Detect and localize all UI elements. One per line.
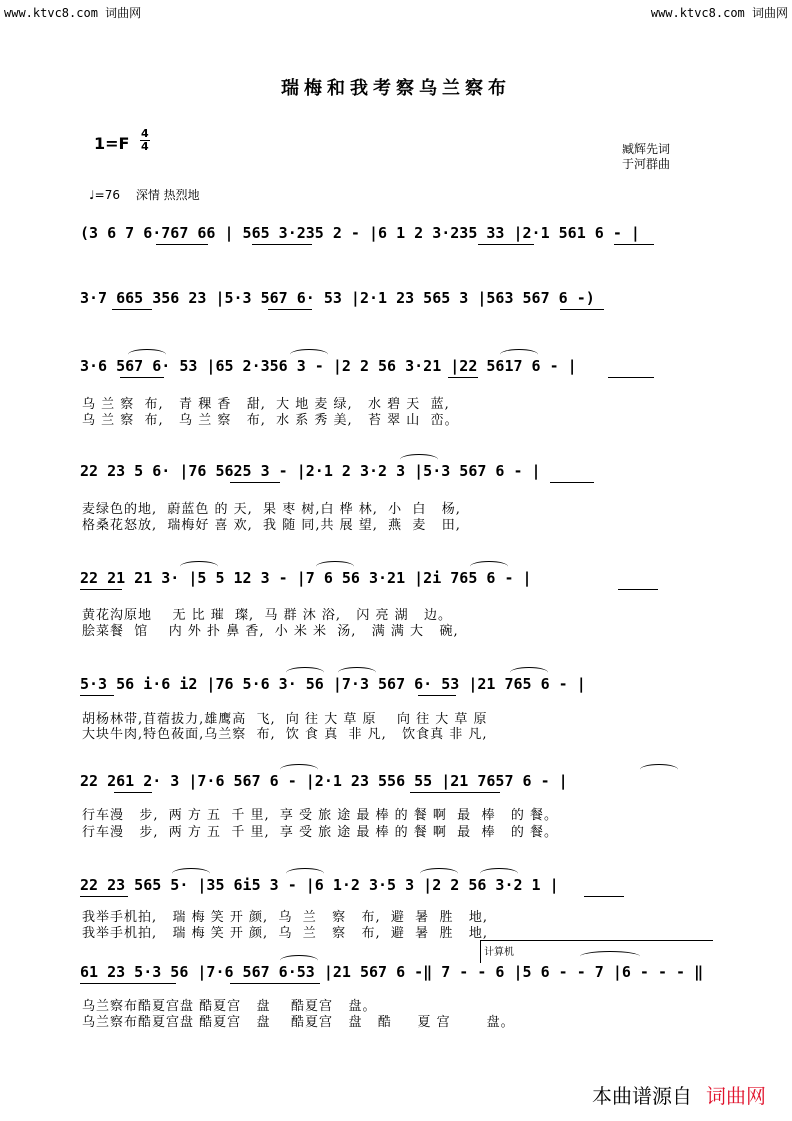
notation-text: 22 261 2· 3 |7·6 567 6 - |2·1 23 556 55 |21 7657 6 - | bbox=[80, 772, 568, 790]
composer-credit: 于河群曲 bbox=[622, 157, 671, 171]
notation-line-5 bbox=[80, 569, 720, 605]
lyric-line-7a: 行车漫 步, 两 方 五 千 里, 享 受 旅 途 最 棒 的 餐 啊 最 棒 的 餐。 bbox=[82, 808, 558, 823]
notation-text: (3 6 7 6·767 66 | 565 3·235 2 - |6 1 2 3·235 33 |2·1 561 6 - | bbox=[80, 224, 640, 242]
notation-line-9 bbox=[80, 963, 720, 999]
notation-line-6 bbox=[80, 675, 720, 711]
notation-line-7 bbox=[80, 772, 720, 808]
lyric-line-5a: 黄花沟原地 无 比 璀 璨, 马 群 沐 浴, 闪 亮 湖 边。 bbox=[82, 608, 453, 623]
tempo-bpm: ♩=76 bbox=[89, 188, 120, 202]
notation-text: 5·3 56 i·6 i2 |76 5·6 3· 56 |7·3 567 6· 53 |21 765 6 - | bbox=[80, 675, 586, 693]
notation-line-2 bbox=[80, 289, 720, 325]
lyricist-credit: 臧辉先词 bbox=[622, 142, 671, 156]
time-signature bbox=[140, 128, 150, 153]
song-title: 瑞梅和我考察乌兰察布 bbox=[281, 78, 511, 99]
lyric-line-8b: 我举手机拍, 瑞 梅 笑 开 颜, 乌 兰 察 布, 避 暑 胜 地, bbox=[82, 926, 488, 941]
lyric-line-8a: 我举手机拍, 瑞 梅 笑 开 颜, 乌 兰 察 布, 避 暑 胜 地, bbox=[82, 910, 488, 925]
footer-source-text: 本曲谱源自 bbox=[592, 1084, 692, 1108]
source-footer bbox=[592, 1080, 766, 1109]
notation-line-4 bbox=[80, 462, 720, 498]
lyric-line-6b: 大块牛肉,特色莜面,乌兰察 布, 饮 食 真 非 凡, 饮食真 非 凡, bbox=[82, 727, 488, 742]
notation-text: 22 21 21 3· |5 5 12 3 - |7 6 56 3·21 |2i 765 6 - | bbox=[80, 569, 532, 587]
coda-label: 计算机 bbox=[484, 947, 514, 958]
footer-brand: 词曲网 bbox=[706, 1084, 766, 1108]
lyric-line-3b: 乌 兰 察 布, 乌 兰 察 布, 水 系 秀 美, 苔 翠 山 峦。 bbox=[82, 413, 459, 428]
lyric-line-5b: 脍菜餐 馆 内 外 扑 鼻 香, 小 米 米 汤, 满 满 大 碗, bbox=[82, 624, 459, 639]
notation-text: 22 23 565 5· |35 6i5 3 - |6 1·2 3·5 3 |2 2 56 3·2 1 | bbox=[80, 876, 559, 894]
lyric-line-4a: 麦绿色的地, 蔚蓝色 的 天, 果 枣 树,白 桦 林, 小 白 杨, bbox=[82, 502, 461, 517]
tempo-marking bbox=[89, 186, 212, 203]
notation-text: 22 23 5 6· |76 5625 3 - |2·1 2 3·2 3 |5·3 567 6 - | bbox=[80, 462, 541, 480]
lyric-line-9b: 乌兰察布酷夏宫盘 酷夏宫 盘 酷夏宫 盘 酷 夏 宫 盘。 bbox=[82, 1015, 515, 1030]
notation-line-1 bbox=[80, 224, 720, 260]
lyric-line-4b: 格桑花怒放, 瑞梅好 喜 欢, 我 随 同,共 展 望, 燕 麦 田, bbox=[82, 518, 461, 533]
lyric-line-3a: 乌 兰 察 布, 青 稞 香 甜, 大 地 麦 绿, 水 碧 天 蓝, bbox=[82, 397, 450, 412]
time-signature-top: 4 bbox=[141, 127, 149, 140]
lyric-line-9a: 乌兰察布酷夏宫盘 酷夏宫 盘 酷夏宫 盘。 bbox=[82, 999, 377, 1014]
notation-text: 3·6 567 6· 53 |65 2·356 3 - |2 2 56 3·21 |22 5617 6 - | bbox=[80, 357, 577, 375]
watermark-left: www.ktvc8.com 词曲网 bbox=[4, 6, 142, 20]
key-signature: 1=F bbox=[94, 134, 130, 153]
notation-line-3 bbox=[80, 357, 720, 393]
lyric-line-6a: 胡杨林带,苜蓿拔力,雄鹰高 飞, 向 往 大 草 原 向 往 大 草 原 bbox=[82, 712, 488, 727]
notation-text: 3·7 665 356 23 |5·3 567 6· 53 |2·1 23 565 3 |563 567 6 -) bbox=[80, 289, 595, 307]
lyric-line-7b: 行车漫 步, 两 方 五 千 里, 享 受 旅 途 最 棒 的 餐 啊 最 棒 的 餐。 bbox=[82, 825, 558, 840]
tempo-expression: 深情 热烈地 bbox=[135, 188, 200, 202]
watermark-right: www.ktvc8.com 词曲网 bbox=[650, 6, 788, 20]
time-signature-bottom: 4 bbox=[141, 140, 149, 153]
notation-text: 61 23 5·3 56 |7·6 567 6·53 |21 567 6 -‖ 7 - - 6 |5 6 - - 7 |6 - - - ‖ bbox=[80, 963, 704, 981]
